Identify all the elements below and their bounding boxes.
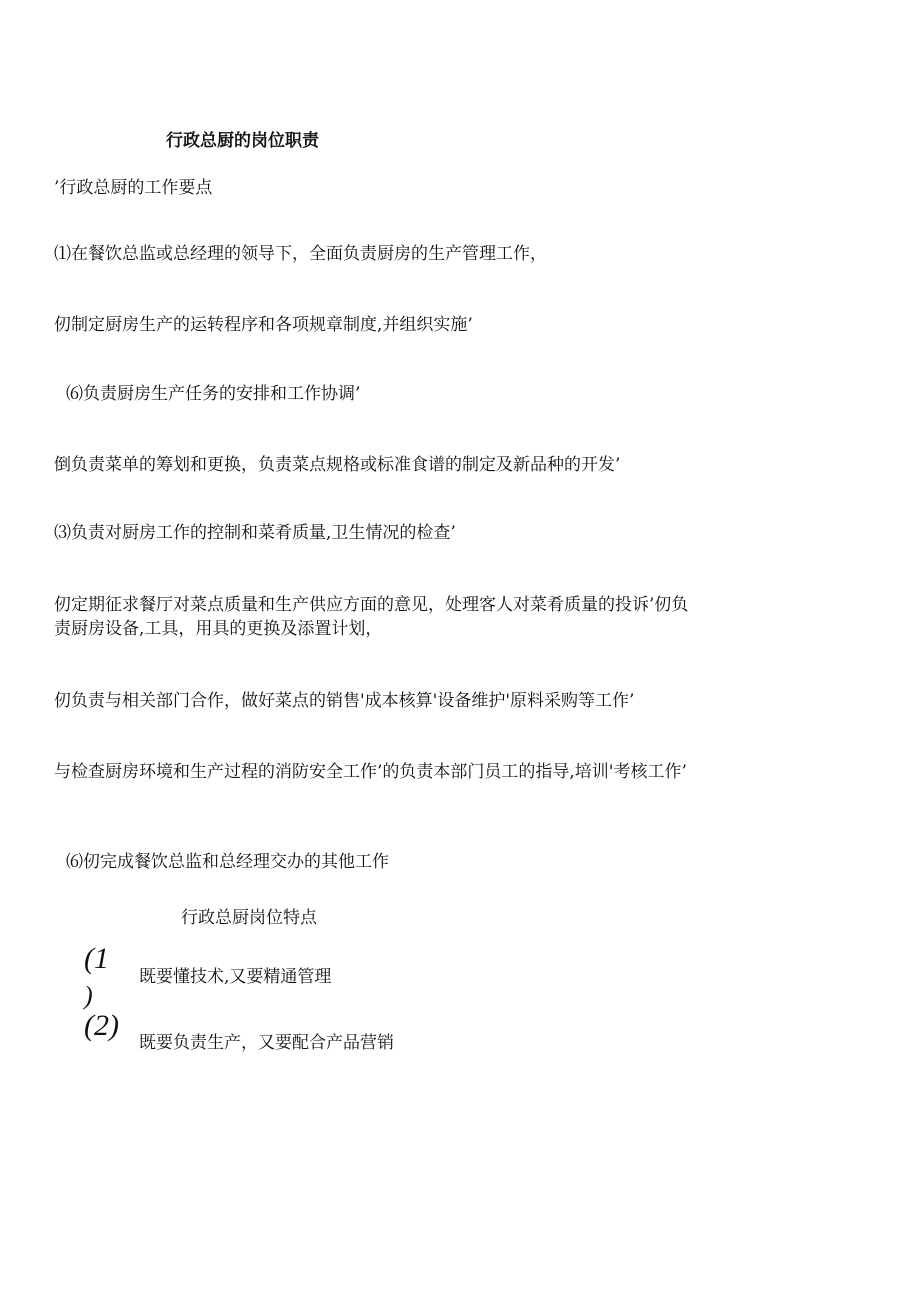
- feature-number: (1: [84, 942, 109, 975]
- features-heading: 行政总厨岗位特点: [181, 908, 317, 928]
- feature-number: (2): [84, 1009, 119, 1042]
- duty-item: ⑹仞完成餐饮总监和总经理交办的其他工作: [66, 852, 389, 872]
- duty-item: 与检查厨房环境和生产过程的消防安全工作’的负责本部门员工的指导,培训'考核工作’: [54, 762, 687, 782]
- duty-item: 仞定期征求餐厅对菜点质量和生产供应方面的意见，处理客人对菜肴质量的投诉’仞负责厨房设备,工具，用具的更换及添置计划，: [54, 595, 689, 639]
- duty-item: 倒负责菜单的筹划和更换，负责菜点规格或标准食谱的制定及新品种的开发’: [54, 455, 621, 475]
- duty-item: ⑹负责厨房生产任务的安排和工作协调’: [66, 384, 361, 404]
- feature-text: 既要负责生产，又要配合产品营销: [139, 1033, 394, 1053]
- duty-item: ⑶负责对厨房工作的控制和菜肴质量,卫生情况的检查’: [54, 523, 456, 543]
- feature-number-tail: ): [84, 981, 93, 1010]
- duty-item: 仞负责与相关部门合作，做好菜点的销售'成本核算'设备维护'原料采购等工作’: [54, 691, 635, 711]
- feature-text: 既要懂技术,又要精通管理: [139, 967, 332, 987]
- duty-item: 仞制定厨房生产的运转程序和各项规章制度,并组织实施’: [54, 315, 473, 335]
- duty-item: ⑴在餐饮总监或总经理的领导下，全面负责厨房的生产管理工作，: [54, 244, 547, 264]
- document-title: 行政总厨的岗位职责: [166, 131, 319, 151]
- section-heading: ’行政总厨的工作要点: [54, 178, 213, 198]
